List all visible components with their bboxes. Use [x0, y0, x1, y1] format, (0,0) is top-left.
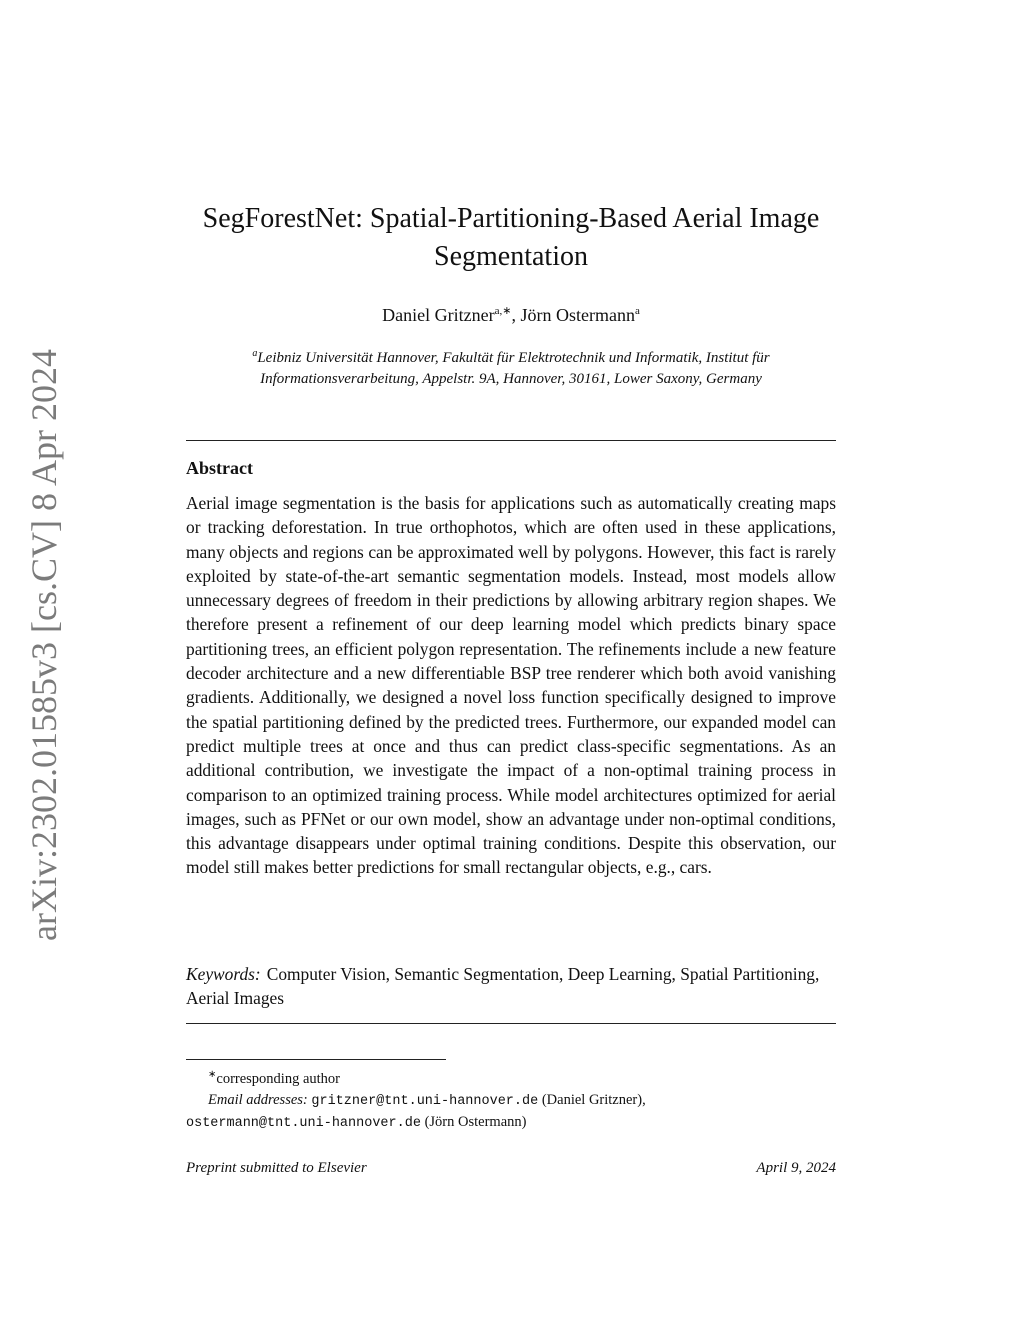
title-line-1: SegForestNet: Spatial-Partitioning-Based Aerial Image	[202, 203, 820, 234]
preprint-note: Preprint submitted to Elsevier	[186, 1160, 367, 1176]
email-line-2	[186, 1112, 836, 1134]
corresponding-text: corresponding author	[216, 1070, 341, 1087]
email-link-1[interactable]: gritzner@tnt.uni-hannover.de	[311, 1093, 539, 1109]
abstract-text: Aerial image segmentation is the basis for applications such as automatically creating maps or tracking deforestation. In true orthophotos, which are often used in these applications, many objects and regions can be approximated well by polygons. However, this fact is rarely exploited by state-of-the-art semantic segmentation models. Instead, most models allow unnecessary degrees of freedom in their predictions by allowing arbitrary region shapes. We therefore present a refinement of our deep learning model which predicts binary space partitioning trees, an efficient polygon representation. The refinements include a new feature decoder architecture and a new differentiable BSP tree renderer which both avoid vanishing gradients. Additionally, we designed a novel loss function specifically designed to improve the spatial partitioning defined by the predicted trees. Furthermore, our expanded model can predict multiple trees at once and thus can predict class-specific segmentations. As an additional contribution, we investigate the impact of a non-optimal training process in comparison to an optimized training process. While model architectures optimized for aerial images, such as PFNet or our own model, show an advantage under non-optimal conditions, this advantage disappears under optimal training conditions. Despite this observation, our model still makes better predictions for small rectangular objects, e.g., cars.	[186, 493, 836, 878]
affiliation	[186, 343, 836, 390]
corresponding-author-note	[186, 1064, 836, 1090]
affiliation-sup: a	[252, 348, 258, 359]
affiliation-line-2: Informationsverarbeitung, Appelstr. 9A, Hannover, 30161, Lower Saxony, Germany	[260, 371, 762, 387]
title-line-2: Segmentation	[434, 241, 588, 272]
author-separator: ,	[511, 305, 521, 325]
preprint-date: April 9, 2024	[756, 1160, 836, 1176]
keywords-label: Keywords:	[186, 964, 261, 984]
arxiv-stamp-text: arXiv:2302.01585v3 [cs.CV] 8 Apr 2024	[24, 349, 65, 941]
corresponding-mark: ∗	[208, 1069, 217, 1080]
email-line-1	[186, 1090, 836, 1112]
top-rule	[186, 440, 836, 441]
paper-title	[186, 200, 836, 276]
bottom-rule	[186, 1023, 836, 1024]
keywords	[186, 962, 836, 1011]
footnote	[186, 1064, 836, 1134]
email-owner-1: (Daniel Gritzner),	[538, 1091, 646, 1108]
arxiv-stamp	[22, 349, 66, 941]
author-1-sup: a,∗	[494, 305, 512, 317]
email-link-2[interactable]: ostermann@tnt.uni-hannover.de	[186, 1115, 421, 1131]
email-owner-2: (Jörn Ostermann)	[420, 1113, 527, 1130]
author-2-sup: a	[634, 305, 640, 317]
email-label: Email addresses:	[208, 1091, 308, 1108]
affiliation-line-1: Leibniz Universität Hannover, Fakultät für Elektrotechnik und Informatik, Institut für	[257, 350, 770, 366]
abstract-heading: Abstract	[186, 458, 253, 478]
keywords-text: Computer Vision, Semantic Segmentation, Deep Learning, Spatial Partitioning, Aerial Images	[186, 964, 820, 1009]
author-list	[186, 304, 836, 326]
author-2-name: Jörn Ostermann	[520, 305, 635, 325]
footnote-rule	[186, 1059, 446, 1060]
author-1-name: Daniel Gritzner	[382, 305, 495, 325]
